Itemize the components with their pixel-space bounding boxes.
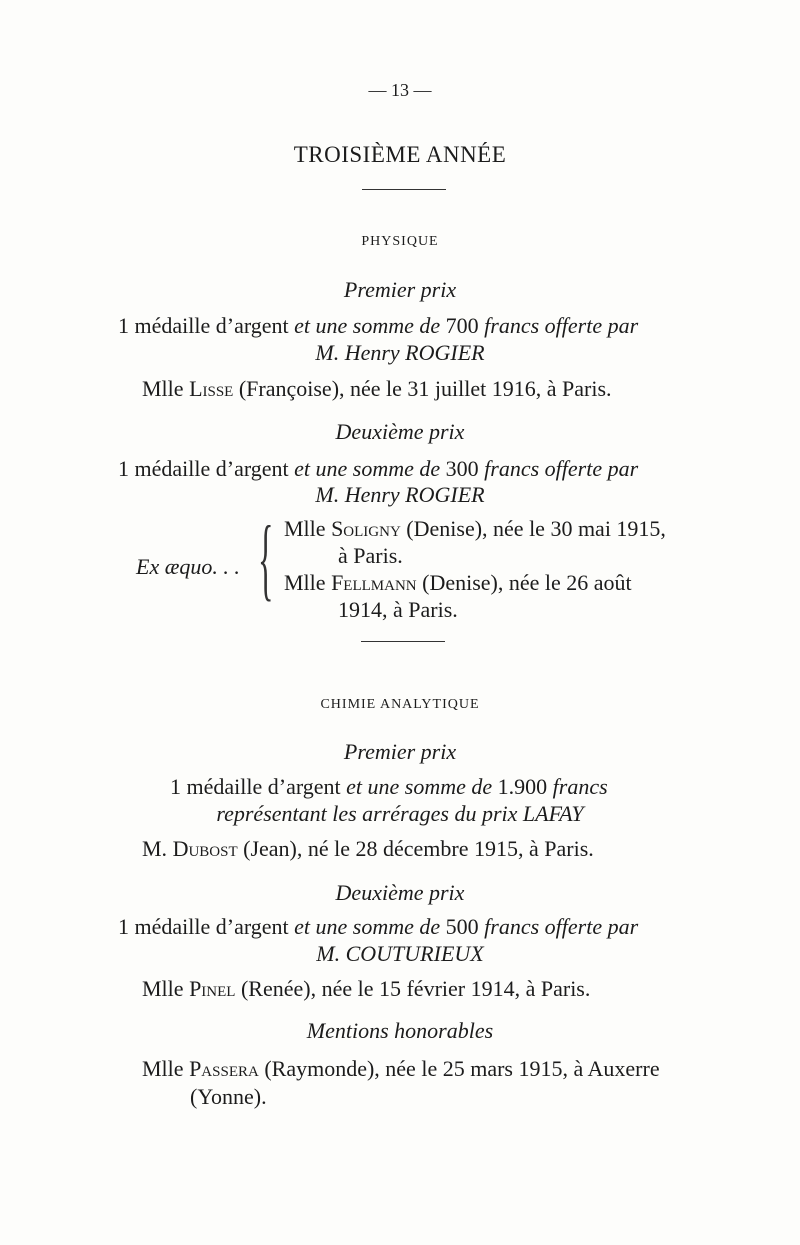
prize-label-premier-physique: Premier prix: [343, 277, 457, 302]
prize-sum-text: et une somme de: [294, 313, 441, 338]
prize-donor: M. Henry ROGIER: [315, 482, 485, 507]
prize-label-deuxieme-chimie: Deuxième prix: [335, 880, 465, 905]
prize-line-deuxieme-physique: [118, 456, 638, 482]
section-heading-physique: PHYSIQUE: [361, 234, 439, 249]
section-divider: [361, 641, 445, 642]
winner-line: [284, 570, 632, 596]
prize-medal-text: 1 médaille d’argent: [118, 456, 289, 481]
winner-name: Lisse: [189, 376, 234, 401]
winner-title: Mlle: [284, 570, 326, 595]
winner-line: [142, 1056, 660, 1082]
winner-details: (Raymonde), née le 25 mars 1915, à Auxerre: [264, 1056, 660, 1081]
prize-medal-text: 1 médaille d’argent: [118, 914, 289, 939]
brace-bracket: {: [258, 507, 274, 609]
winner-title: Mlle: [142, 1056, 184, 1081]
winner-name: Fellmann: [331, 570, 417, 595]
prize-sum-text: et une somme de: [346, 774, 493, 799]
winner-details: (Françoise), née le 31 juillet 1916, à Paris.: [238, 376, 612, 401]
prize-line-premier-physique: [118, 313, 638, 339]
page-number: — 13 —: [368, 80, 432, 100]
title-divider: [362, 189, 446, 190]
winner-title: Mlle: [284, 516, 326, 541]
prize-line-premier-chimie: [170, 774, 608, 800]
prize-label-deuxieme-physique: Deuxième prix: [335, 419, 465, 444]
prize-medal-text: 1 médaille d’argent: [170, 774, 341, 799]
ex-aequo-label: Ex æquo. . .: [136, 554, 240, 579]
winner-details: (Jean), né le 28 décembre 1915, à Paris.: [243, 836, 594, 861]
prize-donor: M. Henry ROGIER: [315, 340, 485, 365]
winner-line: [142, 976, 590, 1002]
winner-name: Soligny: [331, 516, 401, 541]
prize-amount: 700: [445, 313, 479, 338]
prize-offer-text: francs offerte par: [484, 456, 639, 481]
winner-details: (Renée), née le 15 février 1914, à Paris.: [240, 976, 591, 1001]
winner-line-continued: (Yonne).: [190, 1084, 267, 1109]
winner-line: [284, 516, 666, 542]
winner-title: Mlle: [142, 376, 184, 401]
winner-line: [142, 836, 594, 862]
winner-details: (Denise), née le 30 mai 1915,: [406, 516, 666, 541]
prize-offer-text: francs: [552, 774, 608, 799]
prize-medal-text: 1 médaille d’argent: [118, 313, 289, 338]
winner-name: Pinel: [189, 976, 236, 1001]
prize-amount: 1.900: [497, 774, 548, 799]
prize-sum-text: et une somme de: [294, 456, 441, 481]
winner-line-continued: à Paris.: [338, 543, 403, 568]
prize-offer-text: francs offerte par: [484, 914, 639, 939]
winner-line-continued: 1914, à Paris.: [338, 597, 458, 622]
winner-name: Dubost: [172, 836, 238, 861]
winner-title: M.: [142, 836, 168, 861]
prize-donor: M. COUTURIEUX: [316, 941, 484, 966]
winner-name: Passera: [189, 1056, 259, 1081]
prize-amount: 300: [445, 456, 479, 481]
prize-label-premier-chimie: Premier prix: [343, 739, 457, 764]
page-title: TROISIÈME ANNÉE: [293, 142, 507, 167]
winner-title: Mlle: [142, 976, 184, 1001]
prize-amount: 500: [445, 914, 479, 939]
prize-line-deuxieme-chimie: [118, 914, 638, 940]
prize-offer-text: francs offerte par: [484, 313, 639, 338]
prize-endowment: représentant les arrérages du prix LAFAY: [216, 801, 584, 826]
prize-sum-text: et une somme de: [294, 914, 441, 939]
winner-line: [142, 376, 612, 402]
prize-label-mentions: Mentions honorables: [306, 1018, 494, 1043]
winner-details: (Denise), née le 26 août: [422, 570, 632, 595]
section-heading-chimie: CHIMIE ANALYTIQUE: [320, 697, 480, 712]
